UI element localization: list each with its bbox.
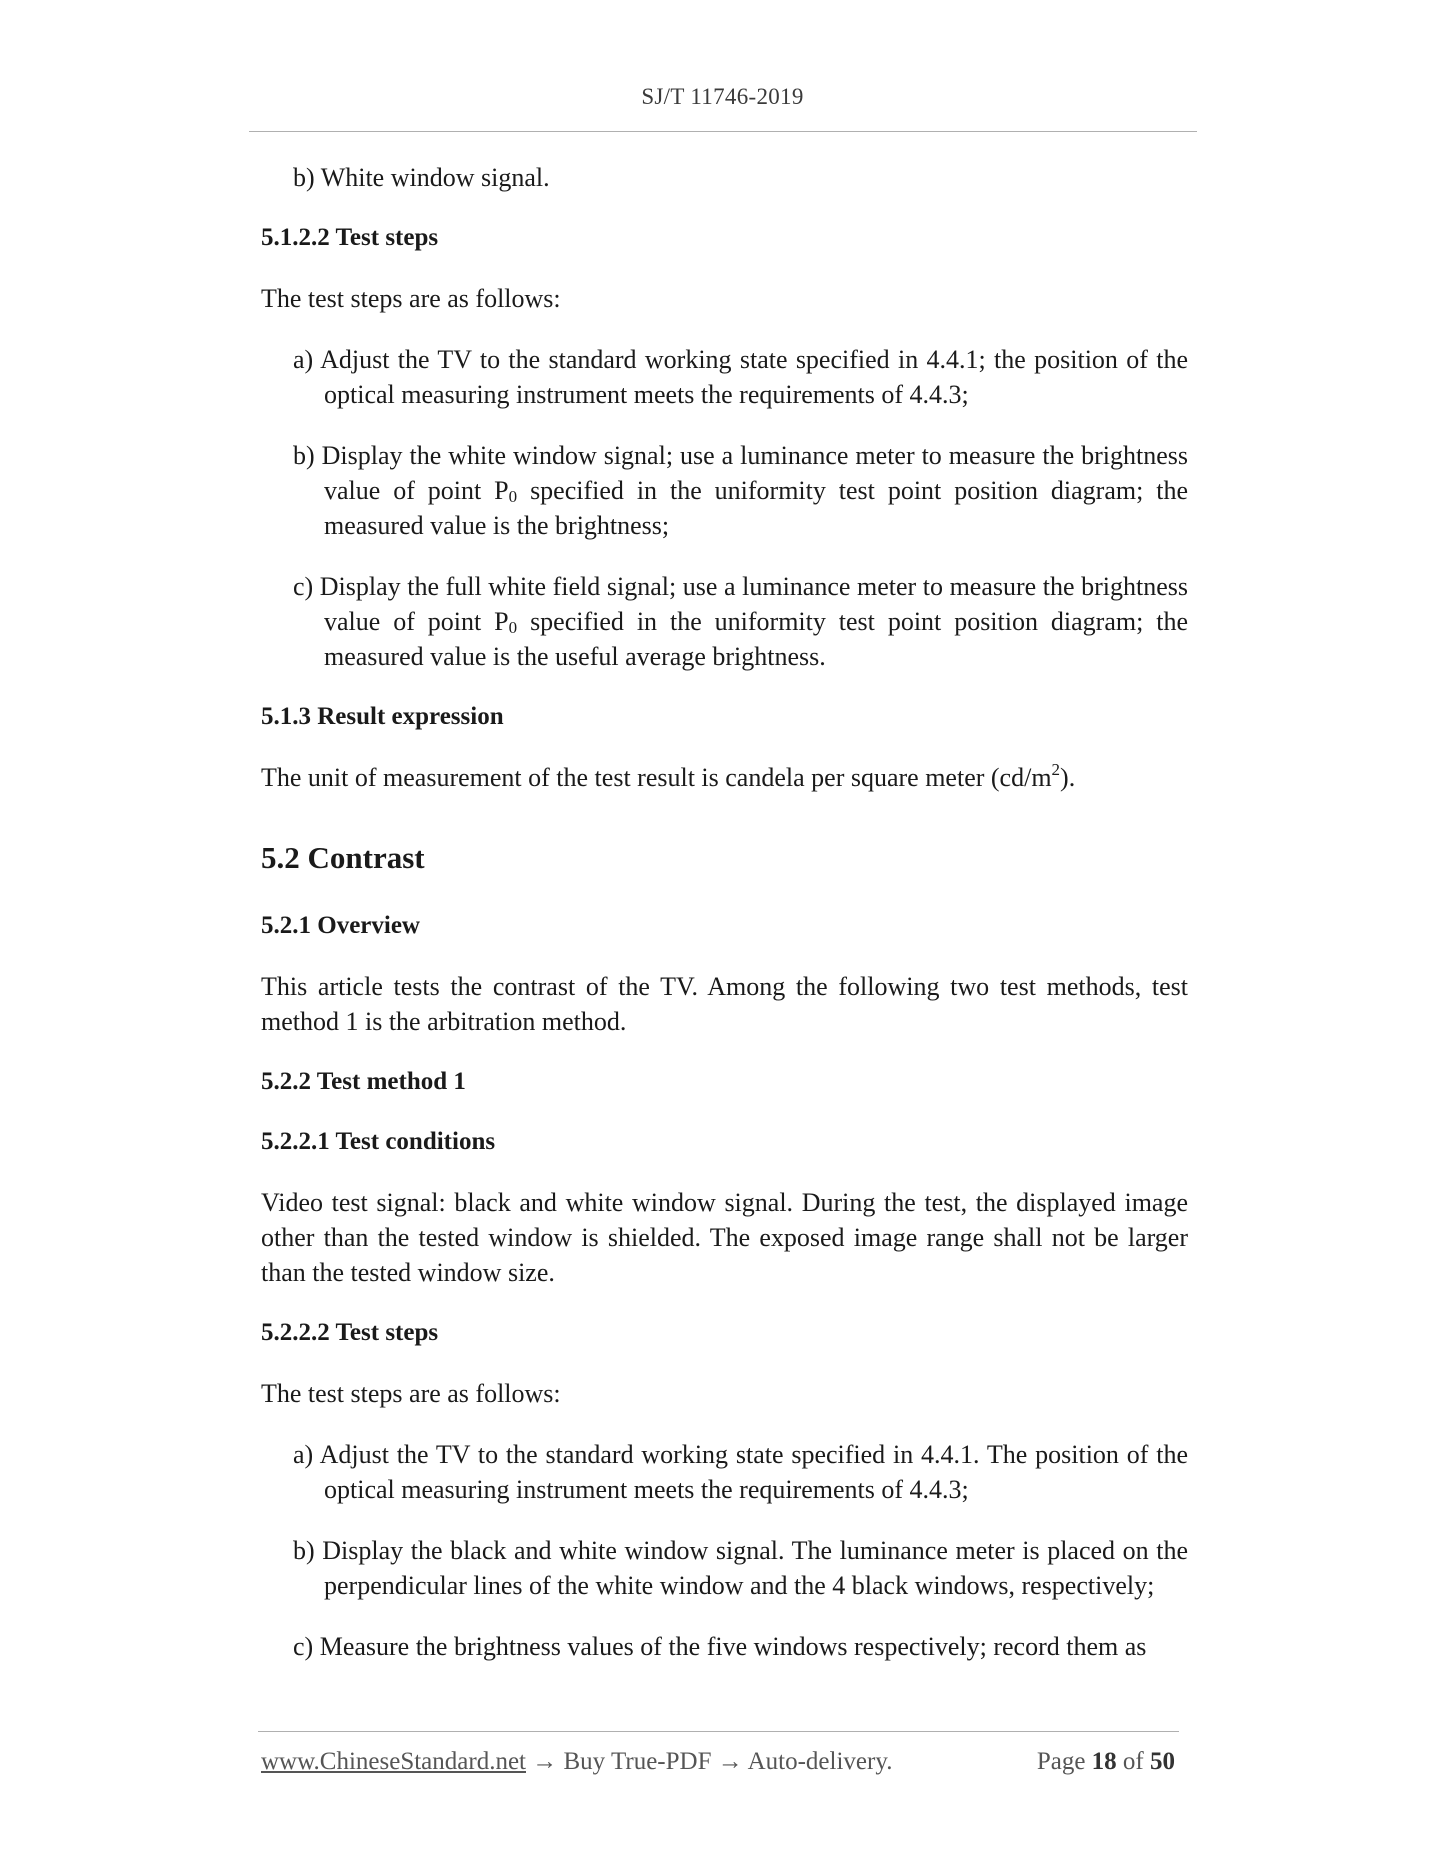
heading-5-2: 5.2 Contrast	[261, 840, 425, 875]
text-run: b) Display the white window signal; use a luminance meter to measure the brightness value of point P	[293, 441, 1188, 505]
text-run: c) Display the full white field signal; use a luminance meter to measure the brightness value of point P	[293, 572, 1188, 636]
heading-5-1-3: 5.1.3 Result expression	[261, 703, 504, 730]
header-divider	[249, 131, 1197, 132]
superscript: 2	[1051, 760, 1061, 779]
footer-divider	[258, 1731, 1179, 1732]
page-label: Page	[1036, 1748, 1086, 1775]
page-total: 50	[1150, 1748, 1175, 1775]
text-run: specified in the uniformity test point position diagram; the measured value is the brightness;	[324, 476, 1188, 540]
site-link[interactable]: www.ChineseStandard.net	[261, 1748, 526, 1775]
text-run: The unit of measurement of the test result is candela per square meter (cd/m	[261, 763, 1052, 792]
delivery-text: Auto-delivery.	[747, 1748, 893, 1775]
text-run: specified in the uniformity test point position diagram; the measured value is the useful average brightness.	[324, 607, 1188, 671]
text-run: ).	[1060, 763, 1076, 792]
arrow-icon: →	[532, 1748, 558, 1775]
page-indicator	[1037, 1748, 1175, 1776]
heading-5-2-1: 5.2.1 Overview	[261, 912, 420, 939]
list-item-b-black-white-window: b) Display the black and white window signal. The luminance meter is placed on the perpendicular lines of the white window and the 4 black windows, respectively;	[293, 1536, 1188, 1600]
subscript: 0	[508, 487, 518, 506]
paragraph-result-unit	[261, 760, 1188, 795]
document-body	[261, 160, 1188, 1664]
paragraph-overview: This article tests the contrast of the TV. Among the following two test methods, test method 1 is the arbitration method.	[261, 972, 1188, 1036]
of-label: of	[1122, 1748, 1144, 1775]
subscript: 0	[508, 618, 518, 637]
running-header: SJ/T 11746-2019	[641, 84, 804, 109]
heading-5-1-2-2: 5.1.2.2 Test steps	[261, 224, 439, 251]
paragraph-test-steps-intro-2: The test steps are as follows:	[261, 1379, 561, 1408]
paragraph-test-conditions: Video test signal: black and white window signal. During the test, the displayed image other than the tested window is shielded. The exposed image range shall not be larger than the tested window size.	[261, 1188, 1188, 1287]
page-number: 18	[1091, 1748, 1117, 1775]
page-footer	[261, 1748, 1179, 1782]
heading-5-2-2-1: 5.2.2.1 Test conditions	[261, 1128, 496, 1155]
arrow-icon: →	[717, 1748, 743, 1775]
footer-promo	[261, 1748, 892, 1776]
list-item-b-display-white-window	[261, 438, 1188, 543]
heading-5-2-2: 5.2.2 Test method 1	[261, 1068, 466, 1095]
list-item-a-adjust-tv: a) Adjust the TV to the standard working state specified in 4.4.1; the position of the optical measuring instrument meets the requirements of 4.4.3;	[293, 345, 1188, 409]
list-item-c-full-white-field	[261, 569, 1188, 674]
heading-5-2-2-2: 5.2.2.2 Test steps	[261, 1319, 439, 1346]
list-item-c-measure-brightness: c) Measure the brightness values of the five windows respectively; record them as	[293, 1632, 1147, 1661]
paragraph-test-steps-intro: The test steps are as follows:	[261, 284, 561, 313]
buy-text: Buy True-PDF	[563, 1748, 712, 1775]
list-item-b-white-window: b) White window signal.	[293, 163, 550, 192]
list-item-a-adjust-tv-2: a) Adjust the TV to the standard working state specified in 4.4.1. The position of the optical measuring instrument meets the requirements of 4.4.3;	[293, 1440, 1188, 1504]
